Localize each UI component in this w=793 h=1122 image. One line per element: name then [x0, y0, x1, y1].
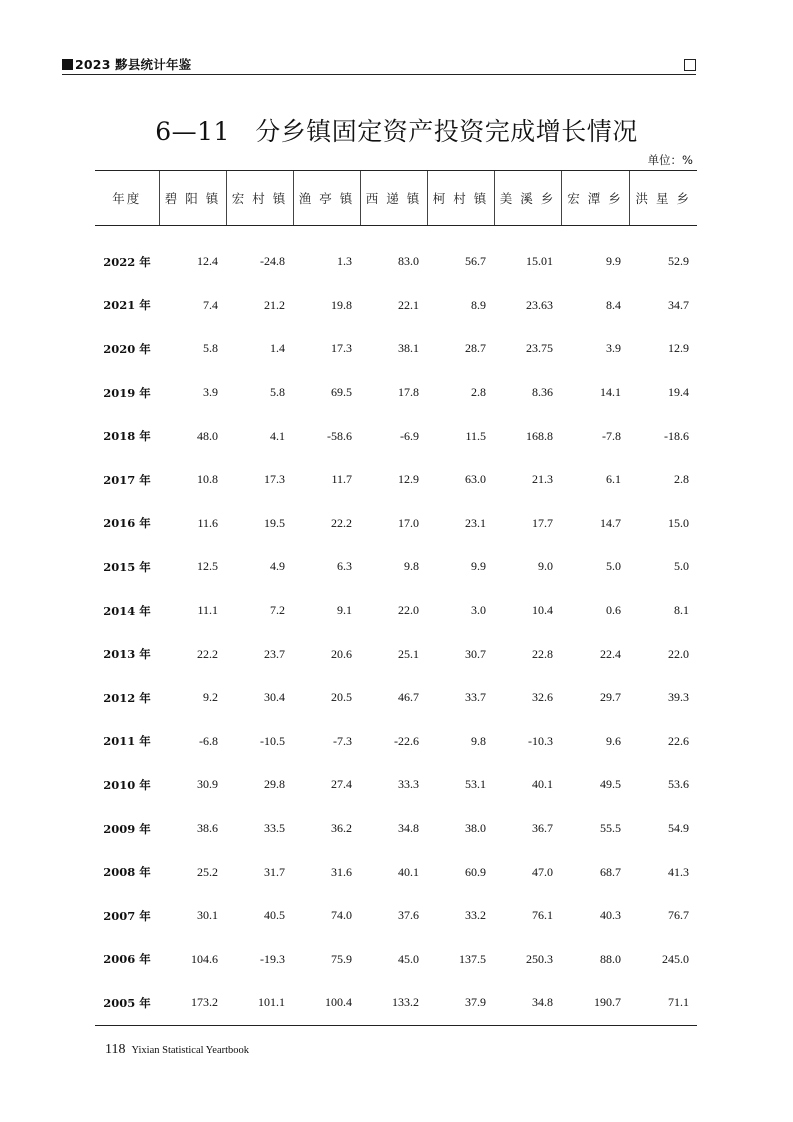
column-header: 宏 村 镇 [226, 171, 293, 226]
table-cell: 47.0 [532, 864, 553, 879]
table-cell: -10.3 [528, 733, 553, 748]
table-cell: 48.0 [197, 428, 218, 443]
table-row [95, 807, 697, 851]
table-cell: 39.3 [668, 690, 689, 705]
table-cell: 71.1 [629, 981, 697, 1025]
table-cell: 22.1 [398, 297, 419, 312]
table-row [95, 894, 697, 938]
table-cell: 56.7 [465, 254, 486, 269]
table-cell: 12.4 [197, 254, 218, 269]
row-year: 2019 年 [103, 385, 151, 400]
table-cell: 53.1 [465, 777, 486, 792]
column-header: 洪 星 乡 [629, 171, 697, 226]
table-cell: 36.2 [331, 821, 352, 836]
table-cell: 30.9 [197, 777, 218, 792]
table-cell: 53.6 [668, 777, 689, 792]
row-year: 2006 年 [103, 952, 151, 967]
table-body [95, 226, 697, 1026]
table-cell: 22.8 [532, 646, 553, 661]
table-cell: 15.01 [526, 254, 553, 269]
column-header: 碧 阳 镇 [159, 171, 226, 226]
table-cell: 76.7 [668, 908, 689, 923]
row-year: 2011 年 [103, 734, 151, 749]
row-year: 2012 年 [103, 690, 151, 705]
table-cell: 29.8 [264, 777, 285, 792]
table-cell: 11.5 [465, 428, 486, 443]
table-cell: 37.9 [427, 981, 494, 1025]
row-year: 2022 年 [103, 254, 151, 269]
header-square-icon [62, 59, 73, 70]
table-cell: 40.1 [398, 864, 419, 879]
table-cell: 19.8 [331, 297, 352, 312]
table-cell: 22.6 [668, 733, 689, 748]
table-cell: 21.2 [264, 297, 285, 312]
table-cell: 14.7 [600, 515, 621, 530]
row-year: 2009 年 [103, 821, 151, 836]
data-table [95, 170, 697, 1026]
table-cell: 22.2 [197, 646, 218, 661]
column-header: 美 溪 乡 [494, 171, 561, 226]
table-cell: 5.8 [203, 341, 218, 356]
table-cell: -18.6 [664, 428, 689, 443]
table-cell: 104.6 [191, 951, 218, 966]
table-row [95, 938, 697, 982]
table-cell: 22.0 [398, 603, 419, 618]
table-cell: 41.3 [668, 864, 689, 879]
table-cell: 245.0 [662, 951, 689, 966]
table-cell: 10.4 [532, 603, 553, 618]
table-cell: 17.8 [398, 385, 419, 400]
table-row [95, 284, 697, 328]
table-cell: 20.5 [331, 690, 352, 705]
table-cell: 19.4 [668, 385, 689, 400]
table-cell: 6.3 [337, 559, 352, 574]
table-cell: 36.7 [532, 821, 553, 836]
table-cell: 2.8 [674, 472, 689, 487]
table-cell: 190.7 [561, 981, 629, 1025]
table-cell: 76.1 [532, 908, 553, 923]
row-year: 2014 年 [103, 603, 151, 618]
table-row [95, 458, 697, 502]
table-cell: 33.3 [398, 777, 419, 792]
table-cell: 37.6 [398, 908, 419, 923]
table-cell: 68.7 [600, 864, 621, 879]
table-cell: 17.3 [264, 472, 285, 487]
table-cell: 23.1 [465, 515, 486, 530]
table-cell: 30.7 [465, 646, 486, 661]
row-year: 2016 年 [103, 516, 151, 531]
row-year: 2020 年 [103, 341, 151, 356]
table-cell: 9.0 [538, 559, 553, 574]
table-cell: 4.1 [270, 428, 285, 443]
table-cell: 49.5 [600, 777, 621, 792]
table-cell: 20.6 [331, 646, 352, 661]
table-cell: 12.9 [668, 341, 689, 356]
row-year: 2005 年 [95, 981, 159, 1025]
table-cell: 74.0 [331, 908, 352, 923]
table-cell: -19.3 [260, 951, 285, 966]
table-cell: 3.9 [203, 385, 218, 400]
running-header [62, 56, 696, 75]
table-cell: 60.9 [465, 864, 486, 879]
table-cell: 88.0 [600, 951, 621, 966]
table-cell: 38.0 [465, 821, 486, 836]
table-cell: 21.3 [532, 472, 553, 487]
table-cell: 250.3 [526, 951, 553, 966]
table-cell: 25.2 [197, 864, 218, 879]
table-cell: 101.1 [226, 981, 293, 1025]
table-cell: 9.8 [404, 559, 419, 574]
table-cell: 45.0 [398, 951, 419, 966]
table-cell: 12.9 [398, 472, 419, 487]
table-cell: 31.6 [331, 864, 352, 879]
row-year: 2017 年 [103, 472, 151, 487]
column-header: 宏 潭 乡 [561, 171, 629, 226]
table-cell: 17.0 [398, 515, 419, 530]
header-row [95, 171, 697, 226]
table-cell: 22.0 [668, 646, 689, 661]
table-cell: 38.1 [398, 341, 419, 356]
table-row [95, 226, 697, 284]
table-row [95, 676, 697, 720]
table-cell: 9.1 [337, 603, 352, 618]
table-cell: 137.5 [459, 951, 486, 966]
table-cell: 30.4 [264, 690, 285, 705]
table-cell: 34.8 [494, 981, 561, 1025]
table-cell: -10.5 [260, 733, 285, 748]
table-cell: -7.3 [333, 733, 352, 748]
header-title: 2023 黟县统计年鉴 [75, 57, 192, 72]
table-row [95, 850, 697, 894]
table-cell: 9.9 [471, 559, 486, 574]
table-cell: 10.8 [197, 472, 218, 487]
row-year: 2007 年 [103, 908, 151, 923]
table-cell: 6.1 [606, 472, 621, 487]
table-cell: 3.9 [606, 341, 621, 356]
table-cell: 1.4 [270, 341, 285, 356]
table-row [95, 327, 697, 371]
table-cell: 23.7 [264, 646, 285, 661]
table-cell: 63.0 [465, 472, 486, 487]
table-cell: 100.4 [293, 981, 360, 1025]
table-cell: 9.9 [606, 254, 621, 269]
table-cell: -58.6 [327, 428, 352, 443]
table-cell: -22.6 [394, 733, 419, 748]
table-cell: 133.2 [360, 981, 427, 1025]
row-year: 2021 年 [103, 298, 151, 313]
table-cell: 40.5 [264, 908, 285, 923]
table-cell: 9.2 [203, 690, 218, 705]
table-cell: -6.8 [199, 733, 218, 748]
table-cell: 3.0 [471, 603, 486, 618]
table-cell: -7.8 [602, 428, 621, 443]
column-header: 西 递 镇 [360, 171, 427, 226]
table-cell: 19.5 [264, 515, 285, 530]
table-row [95, 371, 697, 415]
table-cell: 11.1 [197, 603, 218, 618]
table-cell: 83.0 [398, 254, 419, 269]
table-cell: 9.8 [471, 733, 486, 748]
table-cell: -24.8 [260, 254, 285, 269]
row-year: 2008 年 [103, 865, 151, 880]
table-row [95, 763, 697, 807]
row-year: 2018 年 [103, 429, 151, 444]
table-cell: 4.9 [270, 559, 285, 574]
book-name: Yixian Statistical Yeartbook [131, 1045, 250, 1056]
table-cell: 11.7 [331, 472, 352, 487]
table-cell: 0.6 [606, 603, 621, 618]
table-cell: 7.2 [270, 603, 285, 618]
table-cell: 22.2 [331, 515, 352, 530]
table-cell: 25.1 [398, 646, 419, 661]
row-year: 2015 年 [103, 559, 151, 574]
table-row [95, 589, 697, 633]
column-header: 柯 村 镇 [427, 171, 494, 226]
table-cell: 17.7 [532, 515, 553, 530]
column-header: 渔 亭 镇 [293, 171, 360, 226]
table-cell: 40.1 [532, 777, 553, 792]
table-cell: 17.3 [331, 341, 352, 356]
row-year: 2013 年 [103, 647, 151, 662]
table-cell: 11.6 [197, 515, 218, 530]
table-title: 6—11 分乡镇固定资产投资完成增长情况 [155, 117, 638, 146]
page-footer [105, 1040, 249, 1058]
table-cell: 52.9 [668, 254, 689, 269]
table-cell: 22.4 [600, 646, 621, 661]
table-cell: 8.4 [606, 297, 621, 312]
table-cell: 2.8 [471, 385, 486, 400]
table-cell: 23.63 [526, 297, 553, 312]
table-cell: 33.5 [264, 821, 285, 836]
table-row [95, 632, 697, 676]
unit-label: 单位：% [647, 153, 693, 167]
table-cell: 8.1 [674, 603, 689, 618]
table-cell: 54.9 [668, 821, 689, 836]
table-cell: 28.7 [465, 341, 486, 356]
table-row [95, 414, 697, 458]
table-cell: 8.9 [471, 297, 486, 312]
table-cell: 14.1 [600, 385, 621, 400]
header-box-icon [684, 59, 696, 71]
table-cell: 15.0 [668, 515, 689, 530]
table-cell: 40.3 [600, 908, 621, 923]
table-cell: 5.0 [674, 559, 689, 574]
table-row [95, 720, 697, 764]
table-cell: 173.2 [159, 981, 226, 1025]
table-cell: 34.7 [668, 297, 689, 312]
table-cell: 34.8 [398, 821, 419, 836]
column-header: 年度 [95, 171, 159, 226]
table-cell: 168.8 [526, 428, 553, 443]
table-cell: 5.0 [606, 559, 621, 574]
table-cell: 12.5 [197, 559, 218, 574]
table-cell: 32.6 [532, 690, 553, 705]
row-year: 2010 年 [103, 777, 151, 792]
table-cell: 27.4 [331, 777, 352, 792]
table-cell: 8.36 [532, 385, 553, 400]
table-cell: -6.9 [400, 428, 419, 443]
table-cell: 46.7 [398, 690, 419, 705]
table-cell: 33.2 [465, 908, 486, 923]
table-cell: 33.7 [465, 690, 486, 705]
table-cell: 23.75 [526, 341, 553, 356]
table-cell: 55.5 [600, 821, 621, 836]
table-row [95, 545, 697, 589]
page-number: 118 [105, 1042, 126, 1057]
table-cell: 38.6 [197, 821, 218, 836]
table-cell: 29.7 [600, 690, 621, 705]
table-cell: 5.8 [270, 385, 285, 400]
table-cell: 31.7 [264, 864, 285, 879]
table-cell: 9.6 [606, 733, 621, 748]
table-row [95, 981, 697, 1025]
table-cell: 75.9 [331, 951, 352, 966]
table-row [95, 502, 697, 546]
table-cell: 1.3 [337, 254, 352, 269]
table-cell: 69.5 [331, 385, 352, 400]
table-cell: 30.1 [197, 908, 218, 923]
table-cell: 7.4 [203, 297, 218, 312]
